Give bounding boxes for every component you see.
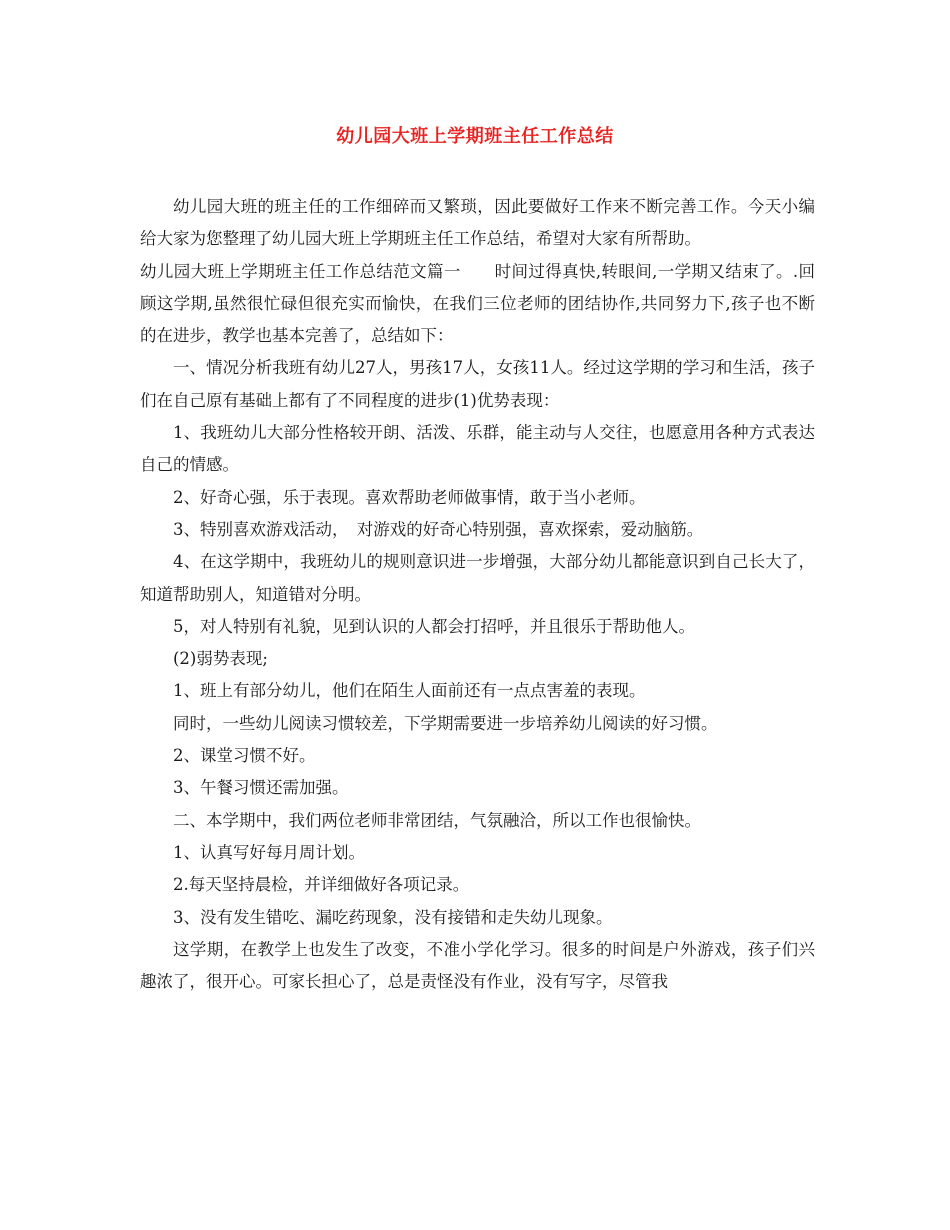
paragraph: 幼儿园大班的班主任的工作细碎而又繁琐，因此要做好工作来不断完善工作。今天小编给大家为您整理了幼儿园大班上学期班主任工作总结，希望对大家有所帮助。 xyxy=(140,197,815,249)
document-title: 幼儿园大班上学期班主任工作总结 xyxy=(336,126,614,147)
paragraph: 2、好奇心强，乐于表现。喜欢帮助老师做事情，敢于当小老师。 xyxy=(173,487,646,507)
paragraph: 2、课堂习惯不好。 xyxy=(173,746,316,766)
document-body xyxy=(140,191,815,998)
paragraph: 1、我班幼儿大部分性格较开朗、活泼、乐群，能主动与人交往，也愿意用各种方式表达自己的情感。 xyxy=(140,423,815,475)
paragraph: 1、认真写好每月周计划。 xyxy=(173,842,365,862)
paragraph: 幼儿园大班上学期班主任工作总结范文篇一 时间过得真快,转眼间,一学期又结束了。.回顾这学期,虽然很忙碌但很充实而愉快，在我们三位老师的团结协作,共同努力下,孩子也不断的在进步，教学也基本完善了，总结如下： xyxy=(140,261,815,346)
paragraph: 二、本学期中，我们两位老师非常团结，气氛融洽，所以工作也很愉快。 xyxy=(173,810,701,830)
paragraph: 同时，一些幼儿阅读习惯较差，下学期需要进一步培养幼儿阅读的好习惯。 xyxy=(173,713,718,733)
paragraph: 1、班上有部分幼儿，他们在陌生人面前还有一点点害羞的表现。 xyxy=(173,681,646,701)
paragraph: 一、情况分析我班有幼儿27人，男孩17人，女孩11人。经过这学期的学习和生活，孩子们在自己原有基础上都有了不同程度的进步(1)优势表现： xyxy=(140,358,815,410)
paragraph: 4、在这学期中，我班幼儿的规则意识进一步增强，大部分幼儿都能意识到自己长大了，知道帮助别人，知道错对分明。 xyxy=(140,552,815,604)
paragraph: 这学期，在教学上也发生了改变，不准小学化学习。很多的时间是户外游戏，孩子们兴趣浓了，很开心。可家长担心了，总是责怪没有作业，没有写字，尽管我 xyxy=(140,939,815,992)
paragraph: 2.每天坚持晨检，并详细做好各项记录。 xyxy=(173,875,470,895)
paragraph: (2)弱势表现; xyxy=(173,649,268,669)
paragraph: 5，对人特别有礼貌，见到认识的人都会打招呼，并且很乐于帮助他人。 xyxy=(173,616,695,636)
paragraph: 3、没有发生错吃、漏吃药现象，没有接错和走失幼儿现象。 xyxy=(173,907,613,927)
paragraph: 3、特别喜欢游戏活动， 对游戏的好奇心特别强，喜欢探索，爱动脑筋。 xyxy=(173,519,704,539)
paragraph: 3、午餐习惯还需加强。 xyxy=(173,778,349,798)
